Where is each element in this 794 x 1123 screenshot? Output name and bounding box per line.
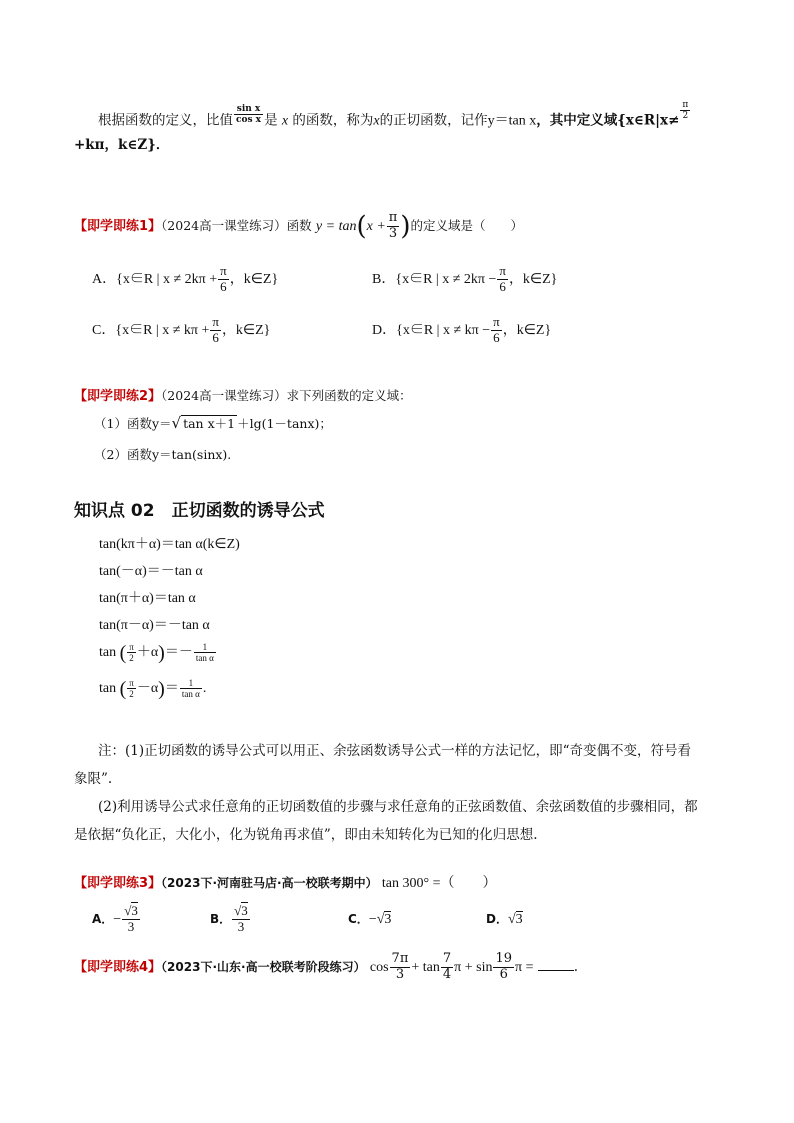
exercise-2-part-1: （1）函数y＝√ tan x＋1 ＋lg(1－tanx)；: [94, 414, 332, 432]
exercise-2-part-2: （2）函数y＝tan(sinx).: [94, 447, 232, 462]
exercise-3-option-c[interactable]: C．−√3: [348, 912, 392, 927]
exercise-4-question: 【即学即练4】（2023下·山东·高一校联考阶段练习） cos $\frac{7\pi}{3}$ + tan $\frac{7}{4}$ π + sin $\frac{19}{6}$ π = .: [74, 951, 579, 982]
exercise-3-option-d[interactable]: D．√3: [486, 912, 523, 927]
sin-over-cos-fraction: $\frac{\text{sin x}}{\text{cos x}}$: [236, 104, 262, 126]
note-2-line-1: (2)利用诱导公式求任意角的正切函数值的步骤与求任意角的正弦函数值、余弦函数值的步骤相同，都: [98, 799, 698, 815]
exercise-tag: 【即学即练4】: [74, 960, 162, 975]
exercise-3-option-a[interactable]: A．− $\frac{√3}{3}$: [92, 903, 138, 935]
note-2-line-2: 是依据“负化正，大化小，化为锐角再求值”，即由未知转化为已知的化归思想.: [74, 827, 538, 843]
exercise-1-option-c[interactable]: C．{x∈R | x ≠ kπ + $\frac{\pi}{6}$ ，k∈Z}: [92, 314, 271, 346]
intro-text: 根据函数的定义，比值: [98, 112, 233, 129]
domain-text: ，其中定义域{x∈R|x≠: [536, 112, 680, 129]
exercise-1-option-a[interactable]: A．{x∈R | x ≠ 2kπ + $\frac{\pi}{6}$ ，k∈Z}: [92, 263, 279, 295]
exercise-tag: 【即学即练3】: [74, 876, 162, 891]
pi-over-2-fraction: $\frac{\pi}{2}$: [682, 100, 689, 122]
intro-line-1: 根据函数的定义，比值 $\frac{\text{sin x}}{\text{cos x}}$ 是 x 的函数，称为x的正切函数，记作y＝tan x，其中定义域{x∈R|x≠ $\frac{\pi}{2}$: [98, 100, 689, 129]
square-root: √ tan x＋1: [171, 414, 236, 432]
formula-5: tan ( $\frac{\pi}{2}$ ＋α)＝－ $\frac{1}{\text{tan α}}$: [99, 641, 214, 664]
pi-over-3-fraction: $\frac{\pi}{3}$: [388, 210, 398, 241]
exercise-3-question: 【即学即练3】（2023下·河南驻马店·高一校联考期中） tan 300° =（ ）: [74, 876, 497, 891]
exercise-1-option-b[interactable]: B．{x∈R | x ≠ 2kπ − $\frac{\pi}{6}$ ，k∈Z}: [372, 263, 558, 295]
formula-1: tan(kπ＋α)＝tan α(k∈Z): [99, 537, 240, 552]
formula-6: tan ( $\frac{\pi}{2}$ －α)＝ $\frac{1}{\text{tan α}}$ .: [99, 677, 207, 700]
section-heading: 知识点 02 正切函数的诱导公式: [74, 501, 325, 521]
formula-3: tan(π＋α)＝tan α: [99, 591, 196, 606]
tan-definition: y＝tan x: [487, 113, 537, 129]
note-1-line-2: 象限”.: [74, 771, 113, 787]
exercise-tag: 【即学即练1】: [74, 219, 162, 234]
exercise-2-question: 【即学即练2】（2024高一课堂练习）求下列函数的定义域：: [74, 388, 412, 404]
intro-line-2: +kπ，k∈Z}．: [74, 137, 170, 153]
exercise-1-option-d[interactable]: D．{x∈R | x ≠ kπ − $\frac{\pi}{6}$ ，k∈Z}: [372, 314, 552, 346]
exercise-3-option-b[interactable]: B． $\frac{√3}{3}$: [210, 903, 248, 935]
note-1-line-1: 注：(1)正切函数的诱导公式可以用正、余弦函数诱导公式一样的方法记忆，即“奇变偶不变，符号看: [98, 743, 692, 759]
formula-4: tan(π－α)＝－tan α: [99, 618, 210, 633]
answer-blank[interactable]: [538, 958, 574, 971]
formula-2: tan(－α)＝－tan α: [99, 564, 203, 579]
exercise-1-question: 【即学即练1】（2024高一课堂练习）函数 y = tan(x + $\frac{\pi}{3}$ )的定义域是（ ）: [74, 210, 524, 242]
exercise-tag: 【即学即练2】: [74, 389, 162, 404]
